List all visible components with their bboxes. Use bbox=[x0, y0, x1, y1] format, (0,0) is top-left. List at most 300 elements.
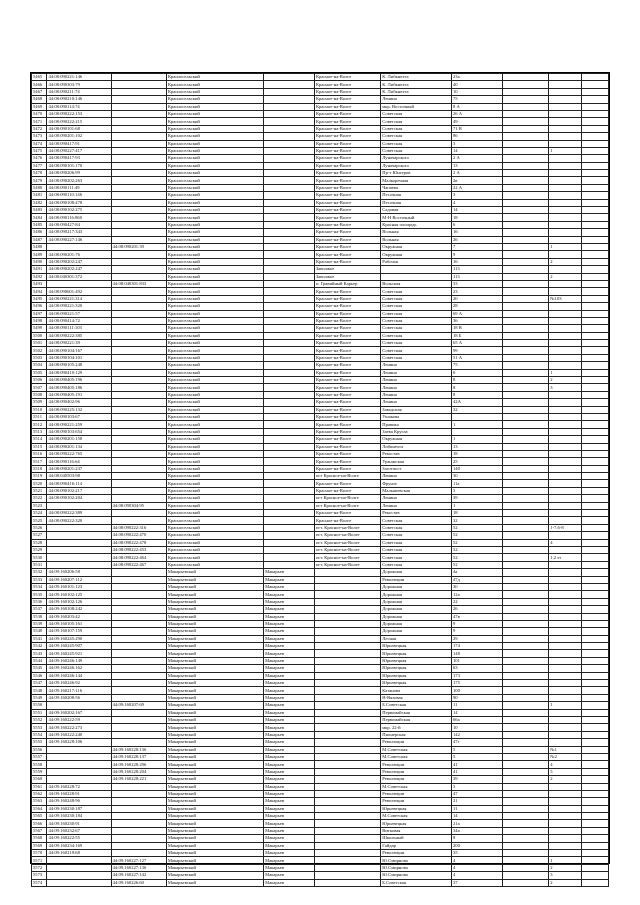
cell-district: Красносельский bbox=[166, 280, 263, 287]
cell-building bbox=[502, 872, 548, 879]
cell-building bbox=[502, 776, 548, 783]
cell-house: 173 bbox=[452, 672, 503, 679]
cell-row-number: 5472 bbox=[32, 125, 47, 132]
cell-cadastral-number-alt bbox=[111, 251, 166, 258]
cell-row-number: 5559 bbox=[32, 768, 47, 775]
cell-house: 52 bbox=[452, 539, 503, 546]
cell-row-number: 5517 bbox=[32, 458, 47, 465]
cell-note bbox=[582, 177, 609, 184]
cell-settlement: Красное-на-Волге bbox=[314, 362, 380, 369]
cell-city: Макарьев bbox=[264, 606, 315, 613]
cell-house: 28 bbox=[452, 303, 503, 310]
cell-street: Революции bbox=[381, 850, 452, 857]
table-row bbox=[32, 687, 609, 694]
cell-house: 26 bbox=[452, 606, 503, 613]
cell-district: Макарьевский bbox=[166, 672, 263, 679]
cell-city bbox=[264, 243, 315, 250]
cell-settlement: Красное-на-Волге bbox=[314, 303, 380, 310]
cell-district: Макарьевский bbox=[166, 694, 263, 701]
cell-settlement: Красное-на-Волге bbox=[314, 243, 380, 250]
cell-apartment bbox=[549, 133, 582, 140]
cell-apartment bbox=[549, 672, 582, 679]
cell-cadastral-number bbox=[47, 864, 111, 871]
table-row bbox=[32, 362, 609, 369]
cell-apartment bbox=[549, 118, 582, 125]
cell-cadastral-number: 44:08:090217:343 bbox=[47, 229, 111, 236]
cell-apartment bbox=[549, 798, 582, 805]
cell-settlement bbox=[314, 643, 380, 650]
cell-street: Юрьевецкая bbox=[381, 672, 452, 679]
cell-note bbox=[582, 125, 609, 132]
cell-street: мкр. 22-й bbox=[381, 724, 452, 731]
cell-building bbox=[502, 251, 548, 258]
cell-settlement: пгт Красное-на-Волге bbox=[314, 473, 380, 480]
cell-house: 63 bbox=[452, 665, 503, 672]
cell-settlement bbox=[314, 761, 380, 768]
cell-apartment bbox=[549, 532, 582, 539]
cell-apartment bbox=[549, 813, 582, 820]
cell-district: Макарьевский bbox=[166, 872, 263, 879]
cell-cadastral-number: 44:08:090114:74 bbox=[47, 103, 111, 110]
cell-note bbox=[582, 118, 609, 125]
cell-cadastral-number: 44:08:090405:186 bbox=[47, 384, 111, 391]
cell-district: Красносельский bbox=[166, 487, 263, 494]
cell-street: Песочная bbox=[381, 192, 452, 199]
cell-building bbox=[502, 753, 548, 760]
cell-building bbox=[502, 96, 548, 103]
cell-house: 39 bbox=[452, 776, 503, 783]
cell-row-number: 5550 bbox=[32, 702, 47, 709]
cell-settlement: Красное-на-Волге bbox=[314, 74, 380, 81]
cell-note bbox=[582, 340, 609, 347]
table-row bbox=[32, 170, 609, 177]
cell-building bbox=[502, 384, 548, 391]
table-row bbox=[32, 768, 609, 775]
cell-city: Макарьев bbox=[264, 761, 315, 768]
cell-house: 3 bbox=[452, 140, 503, 147]
cell-cadastral-number-alt bbox=[111, 310, 166, 317]
cell-cadastral-number: 44:08:090111:103 bbox=[47, 325, 111, 332]
cell-house: 6 bbox=[452, 221, 503, 228]
table-row bbox=[32, 872, 609, 879]
cell-row-number: 5563 bbox=[32, 798, 47, 805]
cell-note bbox=[582, 827, 609, 834]
cell-row-number: 5572 bbox=[32, 864, 47, 871]
cell-settlement: Красное-на-Волге bbox=[314, 258, 380, 265]
cell-city: Макарьев bbox=[264, 665, 315, 672]
cell-row-number: 5569 bbox=[32, 842, 47, 849]
cell-district: Макарьевский bbox=[166, 739, 263, 746]
table-row bbox=[32, 716, 609, 723]
cell-cadastral-number-alt bbox=[111, 347, 166, 354]
cell-building bbox=[502, 458, 548, 465]
cell-street: Дорожная bbox=[381, 569, 452, 576]
cell-building bbox=[502, 155, 548, 162]
cell-cadastral-number-alt bbox=[111, 162, 166, 169]
cell-house: 100 bbox=[452, 687, 503, 694]
cell-note bbox=[582, 510, 609, 517]
cell-settlement bbox=[314, 820, 380, 827]
cell-house: 18 Б bbox=[452, 332, 503, 339]
cell-settlement: Заволжье bbox=[314, 273, 380, 280]
cell-apartment: 5 bbox=[549, 768, 582, 775]
cell-cadastral-number-alt bbox=[111, 576, 166, 583]
cell-district: Макарьевский bbox=[166, 879, 263, 886]
cell-street: Правика bbox=[381, 421, 452, 428]
cell-apartment bbox=[549, 391, 582, 398]
cell-note bbox=[582, 406, 609, 413]
cell-city bbox=[264, 155, 315, 162]
cell-note bbox=[582, 724, 609, 731]
cell-house: 39 bbox=[452, 495, 503, 502]
cell-city: Макарьев bbox=[264, 724, 315, 731]
cell-city bbox=[264, 177, 315, 184]
cell-settlement: Красное-на-Волге bbox=[314, 170, 380, 177]
table-row bbox=[32, 295, 609, 302]
cell-cadastral-number-alt: 44:08:090222:316 bbox=[111, 524, 166, 531]
table-row bbox=[32, 450, 609, 457]
cell-building bbox=[502, 643, 548, 650]
cell-row-number: 5506 bbox=[32, 377, 47, 384]
cell-row-number: 5552 bbox=[32, 716, 47, 723]
cell-cadastral-number-alt bbox=[111, 199, 166, 206]
cell-settlement bbox=[314, 827, 380, 834]
cell-settlement: пгт Красное-на-Волге bbox=[314, 502, 380, 509]
cell-city bbox=[264, 443, 315, 450]
cell-district: Красносельский bbox=[166, 88, 263, 95]
cell-building bbox=[502, 716, 548, 723]
cell-building bbox=[502, 74, 548, 81]
cell-settlement: Красное-на-Волге bbox=[314, 399, 380, 406]
cell-cadastral-number: 44:08:090201:134 bbox=[47, 443, 111, 450]
cell-cadastral-number-alt bbox=[111, 369, 166, 376]
cell-row-number: 5535 bbox=[32, 591, 47, 598]
cell-note bbox=[582, 480, 609, 487]
cell-apartment bbox=[549, 724, 582, 731]
table-row bbox=[32, 177, 609, 184]
cell-note bbox=[582, 229, 609, 236]
table-row bbox=[32, 391, 609, 398]
cell-note bbox=[582, 473, 609, 480]
cell-settlement: Красное-на-Волге bbox=[314, 288, 380, 295]
cell-district: Макарьевский bbox=[166, 569, 263, 576]
cell-cadastral-number-alt bbox=[111, 805, 166, 812]
cell-note bbox=[582, 487, 609, 494]
cell-apartment: 2 bbox=[549, 377, 582, 384]
table-row bbox=[32, 753, 609, 760]
cell-city bbox=[264, 295, 315, 302]
cell-building bbox=[502, 591, 548, 598]
cell-house: 8 bbox=[452, 391, 503, 398]
cell-street: Окружная bbox=[381, 436, 452, 443]
cell-apartment: №103 bbox=[549, 295, 582, 302]
cell-cadastral-number: 44:08:090211:74 bbox=[47, 88, 111, 95]
cell-settlement: Красное-на-Волге bbox=[314, 413, 380, 420]
cell-city bbox=[264, 88, 315, 95]
cell-city: Макарьев bbox=[264, 672, 315, 679]
cell-apartment bbox=[549, 613, 582, 620]
cell-house: 1 bbox=[452, 436, 503, 443]
cell-note bbox=[582, 258, 609, 265]
table-row bbox=[32, 243, 609, 250]
cell-street: Революции bbox=[381, 768, 452, 775]
cell-house: 142 bbox=[452, 731, 503, 738]
cell-row-number: 5514 bbox=[32, 436, 47, 443]
cell-note bbox=[582, 746, 609, 753]
cell-apartment bbox=[549, 236, 582, 243]
cell-row-number: 5546 bbox=[32, 672, 47, 679]
cell-street: Советская bbox=[381, 547, 452, 554]
cell-city bbox=[264, 199, 315, 206]
cell-row-number: 5487 bbox=[32, 236, 47, 243]
table-row bbox=[32, 672, 609, 679]
cell-cadastral-number bbox=[47, 702, 111, 709]
cell-settlement bbox=[314, 613, 380, 620]
cell-row-number: 5548 bbox=[32, 687, 47, 694]
cell-street: Советская bbox=[381, 140, 452, 147]
cell-apartment bbox=[549, 288, 582, 295]
cell-building bbox=[502, 783, 548, 790]
cell-row-number: 5562 bbox=[32, 790, 47, 797]
cell-settlement bbox=[314, 731, 380, 738]
cell-city bbox=[264, 288, 315, 295]
cell-settlement bbox=[314, 864, 380, 871]
cell-city bbox=[264, 214, 315, 221]
cell-row-number: 5466 bbox=[32, 81, 47, 88]
cell-apartment: 2 bbox=[549, 879, 582, 886]
cell-note bbox=[582, 384, 609, 391]
cell-building bbox=[502, 184, 548, 191]
cell-district: Красносельский bbox=[166, 532, 263, 539]
table-row bbox=[32, 96, 609, 103]
cell-apartment bbox=[549, 495, 582, 502]
cell-city: Макарьев bbox=[264, 776, 315, 783]
cell-city bbox=[264, 170, 315, 177]
cell-city: Макарьев bbox=[264, 569, 315, 576]
cell-cadastral-number-alt bbox=[111, 583, 166, 590]
cell-city bbox=[264, 377, 315, 384]
cell-apartment bbox=[549, 835, 582, 842]
cell-city bbox=[264, 81, 315, 88]
cell-note bbox=[582, 776, 609, 783]
cell-row-number: 5478 bbox=[32, 170, 47, 177]
cell-apartment bbox=[549, 207, 582, 214]
cell-row-number: 5465 bbox=[32, 74, 47, 81]
cell-cadastral-number: 44:08:090110:146 bbox=[47, 192, 111, 199]
cell-district: Макарьевский bbox=[166, 591, 263, 598]
cell-cadastral-number: 44:09:160222:273 bbox=[47, 724, 111, 731]
cell-cadastral-number: 44:09:160245:290 bbox=[47, 635, 111, 642]
cell-district: Макарьевский bbox=[166, 598, 263, 605]
cell-note bbox=[582, 465, 609, 472]
cell-street: Заева Кругла bbox=[381, 428, 452, 435]
cell-district: Красносельский bbox=[166, 266, 263, 273]
cell-district: Макарьевский bbox=[166, 776, 263, 783]
cell-street: Юрьевецкая bbox=[381, 820, 452, 827]
cell-cadastral-number: 44:08:090101:68 bbox=[47, 125, 111, 132]
cell-settlement bbox=[314, 716, 380, 723]
cell-district: Красносельский bbox=[166, 310, 263, 317]
cell-house: 175 bbox=[452, 680, 503, 687]
cell-cadastral-number-alt bbox=[111, 340, 166, 347]
cell-cadastral-number: 44:08:090206:99 bbox=[47, 170, 111, 177]
cell-cadastral-number: 44:09:160230:184 bbox=[47, 813, 111, 820]
cell-note bbox=[582, 731, 609, 738]
cell-row-number: 5531 bbox=[32, 561, 47, 568]
cell-note bbox=[582, 266, 609, 273]
cell-cadastral-number bbox=[47, 857, 111, 864]
cell-apartment bbox=[549, 827, 582, 834]
table-row bbox=[32, 827, 609, 834]
cell-city: Макарьев bbox=[264, 798, 315, 805]
cell-street: Дорожная bbox=[381, 598, 452, 605]
cell-street: Н-Вязовая bbox=[381, 694, 452, 701]
cell-cadastral-number-alt bbox=[111, 103, 166, 110]
cell-district: Красносельский bbox=[166, 74, 263, 81]
cell-street: М.Советская bbox=[381, 783, 452, 790]
cell-cadastral-number: 44:08:090202:263 bbox=[47, 177, 111, 184]
cell-house: 2 А bbox=[452, 155, 503, 162]
cell-cadastral-number: 44:08:090405:196 bbox=[47, 377, 111, 384]
cell-settlement: Красное-на-Волге bbox=[314, 391, 380, 398]
cell-street: Революции bbox=[381, 798, 452, 805]
cell-cadastral-number-alt bbox=[111, 650, 166, 657]
cell-house: 11 bbox=[452, 702, 503, 709]
cell-street: Малкоречная bbox=[381, 177, 452, 184]
cell-settlement: Красное-на-Волге bbox=[314, 110, 380, 117]
cell-cadastral-number: 44:09:160248:96 bbox=[47, 798, 111, 805]
cell-district: Макарьевский bbox=[166, 716, 263, 723]
cell-street: Б.Советская bbox=[381, 702, 452, 709]
cell-note bbox=[582, 591, 609, 598]
cell-cadastral-number: 44:09:160208:56 bbox=[47, 694, 111, 701]
cell-district: Макарьевский bbox=[166, 620, 263, 627]
cell-apartment bbox=[549, 465, 582, 472]
cell-settlement bbox=[314, 768, 380, 775]
cell-district: Красносельский bbox=[166, 495, 263, 502]
cell-cadastral-number: 44:08:090210:146 bbox=[47, 96, 111, 103]
cell-settlement bbox=[314, 805, 380, 812]
cell-house: 52 bbox=[452, 547, 503, 554]
cell-cadastral-number-alt: 44:09:160227:142 bbox=[111, 872, 166, 879]
cell-building bbox=[502, 391, 548, 398]
cell-building bbox=[502, 280, 548, 287]
cell-city bbox=[264, 487, 315, 494]
cell-cadastral-number-alt bbox=[111, 665, 166, 672]
cell-district: Красносельский bbox=[166, 295, 263, 302]
cell-city: Макарьев bbox=[264, 576, 315, 583]
cell-settlement: Красное-на-Волге bbox=[314, 251, 380, 258]
cell-settlement bbox=[314, 702, 380, 709]
cell-district: Макарьевский bbox=[166, 628, 263, 635]
cell-note bbox=[582, 761, 609, 768]
cell-apartment bbox=[549, 192, 582, 199]
cell-cadastral-number: 44:09:160228:91 bbox=[47, 790, 111, 797]
cell-row-number: 5511 bbox=[32, 413, 47, 420]
cell-house: 21 bbox=[452, 798, 503, 805]
cell-house: 101 bbox=[452, 657, 503, 664]
cell-note bbox=[582, 613, 609, 620]
cell-district: Красносельский bbox=[166, 96, 263, 103]
cell-row-number: 5501 bbox=[32, 340, 47, 347]
cell-city: Макарьев bbox=[264, 827, 315, 834]
cell-apartment bbox=[549, 576, 582, 583]
cell-row-number: 5471 bbox=[32, 118, 47, 125]
cell-district: Красносельский bbox=[166, 103, 263, 110]
cell-building bbox=[502, 798, 548, 805]
cell-note bbox=[582, 790, 609, 797]
cell-city bbox=[264, 547, 315, 554]
table-row bbox=[32, 502, 609, 509]
table-row bbox=[32, 613, 609, 620]
cell-cadastral-number: 44:08:090101:170 bbox=[47, 162, 111, 169]
cell-cadastral-number: 44:08:040503:98 bbox=[47, 473, 111, 480]
cell-city bbox=[264, 480, 315, 487]
cell-building bbox=[502, 650, 548, 657]
cell-building bbox=[502, 687, 548, 694]
cell-building bbox=[502, 746, 548, 753]
cell-cadastral-number-alt bbox=[111, 177, 166, 184]
cell-cadastral-number: 44:09:160102:125 bbox=[47, 591, 111, 598]
cell-house: 90 bbox=[452, 694, 503, 701]
cell-cadastral-number-alt: 44:08:040301:833 bbox=[111, 280, 166, 287]
cell-cadastral-number bbox=[47, 746, 111, 753]
cell-district: Красносельский bbox=[166, 362, 263, 369]
cell-row-number: 5524 bbox=[32, 510, 47, 517]
cell-settlement: пгт. Красное-на-Волге bbox=[314, 547, 380, 554]
cell-house: 18 bbox=[452, 510, 503, 517]
cell-district: Макарьевский bbox=[166, 857, 263, 864]
cell-row-number: 5522 bbox=[32, 495, 47, 502]
table-row bbox=[32, 783, 609, 790]
cell-apartment bbox=[549, 354, 582, 361]
cell-settlement: Красное-на-Волге bbox=[314, 310, 380, 317]
cell-city: Макарьев bbox=[264, 635, 315, 642]
cell-row-number: 5539 bbox=[32, 620, 47, 627]
cell-note bbox=[582, 598, 609, 605]
cell-city bbox=[264, 391, 315, 398]
cell-note bbox=[582, 251, 609, 258]
cell-city: Макарьев bbox=[264, 783, 315, 790]
cell-row-number: 5520 bbox=[32, 480, 47, 487]
cell-apartment bbox=[549, 362, 582, 369]
cell-cadastral-number-alt bbox=[111, 88, 166, 95]
cell-house: 47 bbox=[452, 790, 503, 797]
cell-street: Б.Советская bbox=[381, 879, 452, 886]
cell-apartment bbox=[549, 199, 582, 206]
table-row bbox=[32, 332, 609, 339]
cell-district: Красносельский bbox=[166, 317, 263, 324]
cell-street: Юрьевецкая bbox=[381, 643, 452, 650]
cell-row-number: 5470 bbox=[32, 110, 47, 117]
cell-house: 5 bbox=[452, 746, 503, 753]
cell-settlement: Красное-на-Волге bbox=[314, 450, 380, 457]
cell-building bbox=[502, 273, 548, 280]
cell-apartment: 4 bbox=[549, 539, 582, 546]
cell-note bbox=[582, 199, 609, 206]
cell-cadastral-number-alt: 44:08:090222:470 bbox=[111, 532, 166, 539]
table-row bbox=[32, 125, 609, 132]
cell-settlement: Красное-на-Волге bbox=[314, 458, 380, 465]
cell-cadastral-number bbox=[47, 532, 111, 539]
cell-settlement bbox=[314, 746, 380, 753]
cell-street: Красная площадь bbox=[381, 221, 452, 228]
cell-building bbox=[502, 354, 548, 361]
cell-building bbox=[502, 480, 548, 487]
cell-apartment bbox=[549, 413, 582, 420]
cell-cadastral-number-alt: 44:09:160228:204 bbox=[111, 768, 166, 775]
cell-house: 1 bbox=[452, 502, 503, 509]
